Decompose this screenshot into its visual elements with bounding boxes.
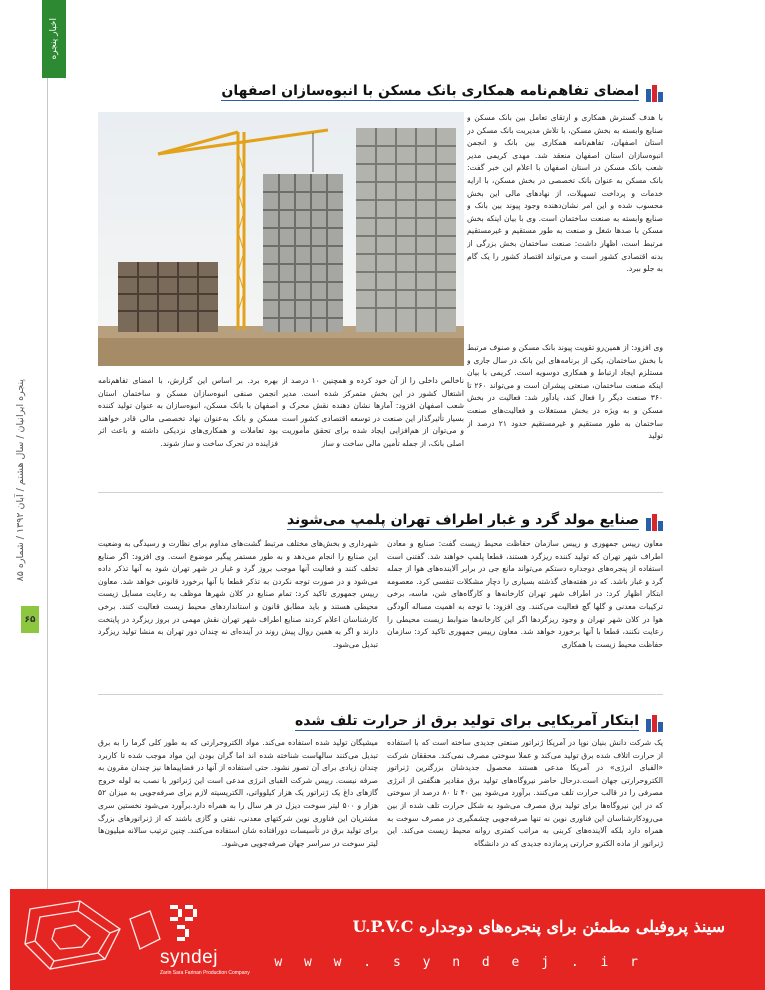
article1-paragraph-2: وی افزود: از همین‌رو تقویت پیوند بانک مسکن و صنوف مرتبط با بخش ساختمان، یکی از برنامه‌های این بانک در سال جاری و مستلزم ایجاد ارتباط و همکاری دوسویه است. کریمی با بیان اینکه صنعت ساختمان، صنعتی پیشران است و می‌تواند ۲۶۰ تا ۳۶۰ صنعت دیگر را فعال کند، یادآور شد: فعالیت در بخش مسکن و به ویژه در بخش مستغلات و فعالیت‌های صنعت ساختمان به طور مستقیم و غیرمستقیم حدود ۲۱ درصد از تولید xyxy=(467,343,663,441)
article2-title: صنایع مولد گرد و غبار اطراف تهران پلمپ می‌شوند xyxy=(286,512,639,528)
article2-column-left xyxy=(98,538,378,676)
sidebar-rule xyxy=(47,78,48,958)
article1-column-right xyxy=(467,112,663,352)
article2-column-right xyxy=(387,538,663,676)
left-sidebar xyxy=(0,0,57,990)
section-tab-label: اخبار پنجره xyxy=(49,18,59,60)
article1-column-right-continued xyxy=(467,342,663,472)
article2-paragraph-2: شهرداری و بخش‌های مختلف مرتبط گشت‌های مداوم برای نظارت و رسیدگی به وضعیت این صنایع را انجام می‌دهد و به طور مستمر پیگیر موضوع است. وی افزود: اگر صنایع تخلف کنند و فعالیت آنها موجب بروز گرد و غبار در شهر تهران شود به آنها تذکر داده می‌شود و در صورت توجه نکردن به تذکر قطعا با آنها برخورد قانونی خواهد شد. معاون رییس جمهوری تاکید کرد: تمام صنایع در کلان شهرها موظف به رعایت مسایل زیست محیطی هستند و باید مطابق قانون و استانداردهای محیط زیست فعالیت کنند. برخی کارشناسان اعلام کردند صنایع اطراف شهر تهران نقش مهمی در بروز ریزگرد در پایتخت دارند و اگر به همین روال پیش روند در آینده‌ای نه چندان دور تهران به منشا تولید ریزگرد تبدیل می‌شود. xyxy=(98,539,378,649)
article3-paragraph-1: یک شرکت دانش بنیان نوپا در آمریکا ژنراتور صنعتی جدیدی ساخته است که با استفاده از حرارت اتلاف شده برق تولید می‌کند و عملا سوختی مصرف نمی‌کند. محققان شرکت «الفبای انرژی» در آمریکا مدعی هستند محصول جدیدشان بزرگترین ژنراتور الکتروحرارتی جهان است.درحال حاضر نیروگاه‌های تولید برق مقادیر هنگفتی از انرژی مصرفی را در قالب حرارت تلف می‌کنند. برآورد می‌شود بین ۴۰ تا ۸۰ درصد از سوختی که در این نیروگاه‌ها برای تولید برق مصرف می‌شود به شکل حرارت تلف شده از بین می‌رودکارشناسان این فناوری نوین نه تنها صرفه‌جویی چشمگیری در مصرف سوخت به همراه دارد بلکه آلاینده‌های کربنی به مراتب کمتری روانه محیط زیست می‌کند. این ژنراتور از ماده الکترو حرارتی پرمازده جدیدی که در دانشگاه xyxy=(387,738,663,848)
article3-heading xyxy=(295,712,663,732)
section-tab xyxy=(42,0,66,78)
page-number xyxy=(21,606,39,633)
article2-paragraph-1: معاون رییس جمهوری و رییس سازمان حفاظت محیط زیست گفت: صنایع و معادن اطراف شهر تهران که تولید کننده ریزگرد هستند، قطعا پلمپ خواهند شد. گفتنی است استفاده از پنجره‌های دوجداره دستکم می‌تواند مانع جی در برابر آلاینده‌های هوا از جمله گرد و غبار باشد. که در هفته‌های گذشته بسیاری را دچار مشکلات تنفسی کرد. معصومه ابتکار اظهار کرد: در اطراف شهر تهران کارخانه‌ها و کارگاه‌های شن، ماسه، برخی ترکیبات معدنی و گلها گچ فعالیت می‌کنند. وی افزود: با توجه به اهمیت مساله آلودگی هوا در کلان شهر تهران و وجود ریزگردها اگر این کارخانه‌ها ضوابط زیست محیطی را رعایت نکنند، قطعا با آنها برخورد خواهد شد. معاون رییس جمهوری تاکید کرد: سازمان حفاظت محیط زیست با همکاری xyxy=(387,539,663,649)
construction-photo xyxy=(98,112,464,366)
logo-subtitle: Zarin Sara Farinan Production Company xyxy=(160,970,250,976)
syndej-logo-mark-icon xyxy=(165,901,225,951)
section-divider-2 xyxy=(98,694,663,695)
section-divider-1 xyxy=(98,492,663,493)
article3-title: ابتکار آمریکایی برای تولید برق از حرارت تلف شده xyxy=(295,713,639,729)
running-title-text: پنجره ایرانیان / سال هشتم / آبان ۱۳۹۲ / شماره ۸۵ xyxy=(14,378,26,582)
running-title xyxy=(12,345,28,615)
article1-paragraph-1: با هدف گسترش همکاری و ارتقای تعامل بین بانک مسکن و صنایع وابسته به بخش مسکن، با تلاش مدیریت بانک مسکن در استان اصفهان، تفاهم‌نامه همکاری بین بانک و انجمن انبوه‌سازان استان اصفهان منعقد شد. مهدی کریمی مدیر شعب بانک مسکن در استان اصفهان با اعلام این خبر گفت: بانک مسکن به عنوان بانک تخصصی در بخش مسکن، با ارایه خدمات و پرداخت تسهیلات، از نهادهای مالی این بخش محسوب شده و این امر نشان‌دهنده وجود پیوند بین بانک و صنایع وابسته به صنعت ساختمان است. وی با بیان اینکه بخش مسکن با صدها شغل و صنعت به طور مستقیم و غیرمستقیم مرتبط است، اظهار داشت: صنعت ساختمان بخش بزرگی از بدنه اقتصادی کشور است و می‌تواند اقتصاد کشور را یک گام به جلو ببرد. xyxy=(467,113,663,274)
article3-column-right xyxy=(387,737,663,879)
article1-title: امضای تفاهم‌نامه همکاری بانک مسکن با انبوه‌سازان اصفهان xyxy=(221,83,639,99)
logo-name: syndej xyxy=(160,947,218,968)
bar-chart-icon xyxy=(645,82,663,102)
article3-paragraph-2: میشیگان تولید شده استفاده می‌کند. مواد الکتروحرارتی که به طور کلی گرما را به برق تبدیل می‌کنند سالهاست شناخته شده اند اما گران بودن این مواد موجب شده تا کاربرد چندان زیادی برای آن تصور نشود. حتی استفاده از آنها در فضاپیماها نیز چندان مقرون به صرفه نیست. رییس شرکت الفبای انرژی مدعی است این ژنراتور با نصب به لوله خروج گازهای داغ یک ژنراتور یک هزار کیلوواتی، الکتریسیته لازم برای صرفه‌جویی به میزان ۵۲ هزار و ۵۰۰ لیتر سوخت دیزل در هر سال را به همراه دارد.برآورد می‌شود نخستین سری مشتریان این فناوری نوین شرکتهای معدنی، نفتی و گازی باشند که از ژنراتورهای بزرگ برای تولید برق در تأسیسات دورافتاده شان استفاده می‌کنند. چنین ترتیب سالانه میلیون‌ها لیتر سوخت در سراسر جهان صرفه‌جویی می‌شود. xyxy=(98,738,378,848)
website-link[interactable]: w w w . s y n d e j . i r xyxy=(274,955,645,970)
window-profile-illustration xyxy=(10,889,170,990)
syndej-advertisement xyxy=(10,889,765,990)
page-number-text: ۶۵ xyxy=(24,614,36,625)
bar-chart-icon xyxy=(645,712,663,732)
article1-heading xyxy=(221,82,663,102)
article1-column-middle xyxy=(282,375,464,475)
banner-slogan: سینذ پروفیلی مطمئن برای پنجره‌های دوجداره U.P.V.C xyxy=(352,917,725,936)
article1-paragraph-3: ناخالص داخلی را از آن خود کرده و همچنین ۱۰ درصد از اشتغال کشور در این بخش متمرکز شده است. مدیر شعب اصفهان افزود: آمارها نشان دهنده نقش محرک و بسیار تأثیرگذار این صنعت در توسعه اقتصادی کشور است و می‌توان از هم‌افزایی ایجاد شده برای تحقق مأموریت اصلی بانک، از جمله تأمین مالی ساخت و ساز xyxy=(282,376,464,448)
article1-paragraph-4: بهره برد. بر اساس این گزارش، با امضای تفاهم‌نامه انجمن صنفی انبوه‌سازان مسکن و ساختمان استان اصفهان با بانک مسکن، انبوه‌سازان به عنوان تولید کننده مسکن و بانک به‌عنوان نهاد تخصصی مالی قادر خواهند بود تعاملات و همکاری‌های نزدیکی داشته و باعث اثر فزاینده در تحرک ساخت و ساز شوند. xyxy=(98,376,278,448)
article1-column-left xyxy=(98,375,278,475)
bar-chart-icon xyxy=(645,511,663,531)
article2-heading xyxy=(287,511,663,531)
article3-column-left xyxy=(98,737,378,879)
